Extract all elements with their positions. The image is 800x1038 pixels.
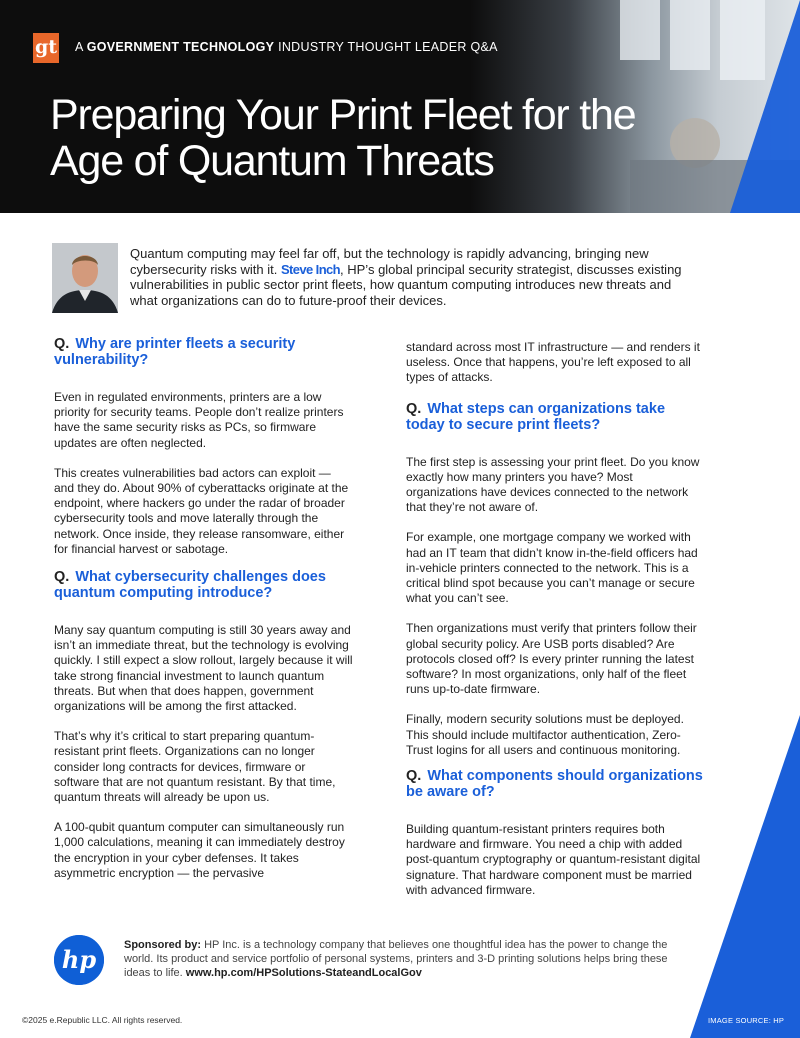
blue-accent-shape-bottom — [690, 715, 800, 1038]
image-source-credit: IMAGE SOURCE: HP — [708, 1016, 785, 1025]
svg-text:hp: hp — [61, 945, 97, 974]
answer-paragraph: This creates vulnerabilities bad actors can exploit — and they do. About 90% of cyberattacks originate at the endpoint, where hackers go under the radar of broader cybersecurity tools and move laterally through the network. Once inside, they release ransomware, either for financial harvest or sabotage. — [54, 465, 349, 556]
gt-logo: gt — [33, 33, 59, 63]
sponsor-note: Sponsored by: HP Inc. is a technology company that believes one thoughtful idea has the power to change the world. Its product and service portfolio of personal systems, printers and 3-D printing solutions helps bring these ideas to life. www.hp.com/HPSolutions-StateandLocalGov — [124, 939, 668, 979]
intro-paragraph: Quantum computing may feel far off, but the technology is rapidly advancing, bringing new cybersecurity risks with it. Steve Inch, HP’s global principal security strategist, discusses existing vulnerabilities in public sector print fleets, how quantum computing introduces new threats and what organizations can do to future-proof their devices. — [130, 246, 682, 308]
answer-paragraph: Building quantum-resistant printers requires both hardware and firmware. You need a chip with added post-quantum cryptography or quantum-resistant digital signature. That hardware component must be married with advanced firmware. — [406, 822, 701, 897]
answer-paragraph: A 100-qubit quantum computer can simultaneously run 1,000 calculations, meaning it can immediately destroy the encryption in your cyber defenses. It takes asymmetric encryption — the pervasive — [54, 820, 345, 880]
question-heading: Q. What cybersecurity challenges does quantum computing introduce? — [54, 569, 326, 602]
header-banner — [0, 0, 800, 213]
answer-paragraph: Finally, modern security solutions must be deployed. This should include multifactor authentication, Zero-Trust logins for all users and continuous monitoring. — [406, 712, 684, 757]
answer-paragraph: Even in regulated environments, printers are a low priority for security teams. People don’t realize printers have the same security risks as PCs, so firmware updates are often neglected. — [54, 390, 344, 450]
author-portrait — [52, 243, 118, 313]
author-name: Steve Inch — [280, 261, 341, 277]
right-column — [406, 340, 706, 913]
answer-paragraph: That’s why it’s critical to start preparing quantum-resistant print fleets. Organizations can no longer consider long contracts for devices, firmware or software that are not quantum resistant. By that time, quantum threats will already be upon us. — [54, 729, 336, 805]
left-column — [54, 336, 354, 896]
page-title: Preparing Your Print Fleet for the Age of Quantum Threats — [50, 91, 636, 185]
sponsor-link[interactable]: www.hp.com/HPSolutions-StateandLocalGov — [185, 967, 422, 979]
answer-paragraph: standard across most IT infrastructure — and renders it useless. Once that happens, you’re left exposed to all types of attacks. — [406, 340, 700, 385]
answer-paragraph: For example, one mortgage company we worked with had an IT team that didn’t know in-the-field officers had in-vehicle printers connected to the network. This is a critical blind spot because you can’t manage or secure what you can’t see. — [406, 530, 698, 606]
question-heading: Q. What components should organizations be aware of? — [406, 768, 703, 801]
answer-paragraph: Then organizations must verify that printers follow their global security policy. Are USB ports disabled? Are protocols closed off? Is every printer running the latest software? In most organizations, only half of the fleet runs up-to-date firmware. — [406, 621, 697, 697]
question-heading: Q. Why are printer fleets a security vulnerability? — [54, 336, 296, 368]
copyright-text: ©2025 e.Republic LLC. All rights reserved. — [22, 1015, 183, 1025]
hp-logo — [54, 935, 104, 985]
header-kicker: A GOVERNMENT TECHNOLOGY INDUSTRY THOUGHT LEADER Q&A — [75, 40, 498, 54]
question-heading: Q. What steps can organizations take today to secure print fleets? — [406, 400, 666, 433]
answer-paragraph: The first step is assessing your print fleet. Do you know exactly how many printers you have? Most organizations have devices connected to the network that they’re not aware of. — [406, 454, 700, 515]
answer-paragraph: Many say quantum computing is still 30 years away and isn’t an immediate threat, but the technology is evolving quickly. I still expect a slow rollout, largely because it will take strong financial investment to launch quantum threats. But when that does happen, government organizations will be among the first attacked. — [54, 623, 353, 714]
blue-accent-shape — [730, 0, 800, 213]
